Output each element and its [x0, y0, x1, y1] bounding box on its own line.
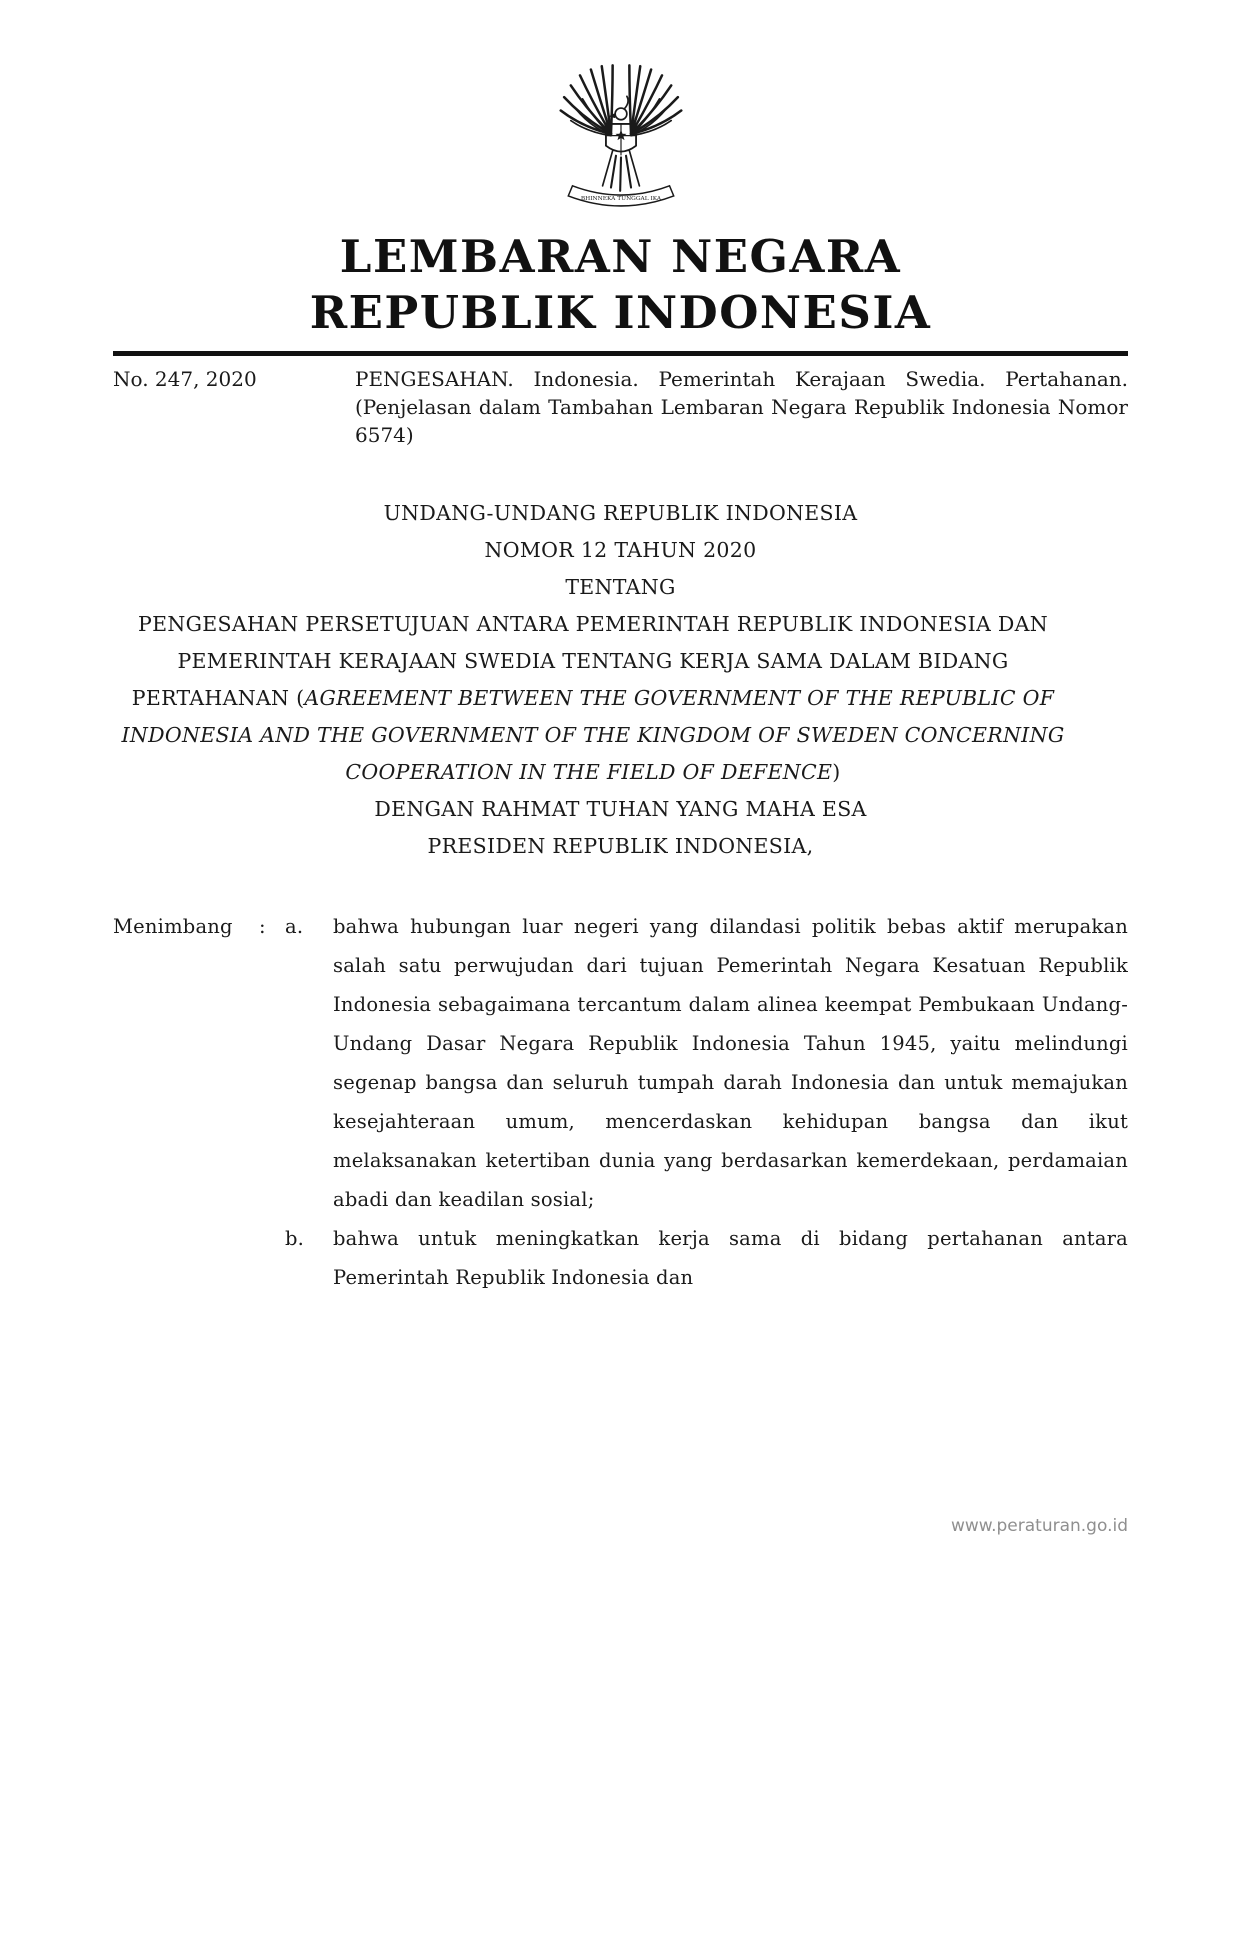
considerations-separator-spacer: [259, 1219, 285, 1297]
masthead-title-line2: REPUBLIK INDONESIA: [309, 286, 932, 340]
law-title-indonesian: PENGESAHAN PERSETUJUAN ANTARA PEMERINTAH REPUBLIK INDONESIA DAN PEMERINTAH KERAJAAN SWEDIA TENTANG KERJA SAMA DALAM BIDANG PERTAHANAN (: [131, 611, 1048, 710]
considerations-label: Menimbang: [113, 914, 233, 938]
considerations-separator: :: [259, 914, 266, 938]
emblem-motto-text: BHINNEKA TUNGGAL IKA: [580, 196, 661, 203]
law-heading-line1: UNDANG-UNDANG REPUBLIK INDONESIA: [383, 500, 858, 525]
invocation-line: DENGAN RAHMAT TUHAN YANG MAHA ESA: [374, 796, 867, 821]
enacting-authority-line: PRESIDEN REPUBLIK INDONESIA,: [427, 833, 814, 858]
consideration-item-b-marker: b.: [285, 1226, 305, 1250]
law-heading-line3: TENTANG: [565, 574, 676, 599]
considerations-label-spacer: [113, 1219, 259, 1297]
masthead-title-line1: LEMBARAN NEGARA: [339, 230, 902, 283]
consideration-item-a-marker: a.: [285, 914, 304, 938]
law-title-close-paren: ): [832, 759, 841, 784]
subject-abstract: PENGESAHAN. Indonesia. Pemerintah Kerajaan Swedia. Pertahanan. (Penjelasan dalam Tambahan Lembaran Negara Republik Indonesia Nomor 6574): [355, 366, 1128, 447]
law-heading-block: [113, 495, 1128, 865]
footer-website-link[interactable]: www.peraturan.go.id: [950, 1516, 1128, 1536]
garuda-pancasila-emblem: [113, 62, 1128, 221]
consideration-item-a-text: bahwa hubungan luar negeri yang dilandasi politik bebas aktif merupakan salah satu perwujudan dari tujuan Pemerintah Negara Kesatuan Republik Indonesia sebagaimana tercantum dalam alinea keempat Pembukaan Undang-Undang Dasar Negara Republik Indonesia Tahun 1945, yaitu melindungi segenap bangsa dan seluruh tumpah darah Indonesia dan untuk memajukan kesejahteraan umum, mencerdaskan kehidupan bangsa dan ikut melaksanakan ketertiban dunia yang berdasarkan kemerdekaan, perdamaian abadi dan keadilan sosial;: [333, 914, 1128, 1211]
gazette-header-row: [113, 365, 1128, 449]
law-title: [113, 606, 1073, 791]
garuda-emblem-icon: [554, 62, 688, 221]
masthead: [113, 229, 1128, 342]
masthead-divider: [113, 351, 1128, 356]
law-heading-line2: NOMOR 12 TAHUN 2020: [484, 537, 757, 562]
consideration-item-b-text: bahwa untuk meningkatkan kerja sama di bidang pertahanan antara Pemerintah Republik Indonesia dan: [333, 1226, 1128, 1289]
issue-number: No. 247, 2020: [113, 366, 257, 391]
considerations-section: [113, 907, 1128, 1297]
law-title-english-italic: AGREEMENT BETWEEN THE GOVERNMENT OF THE REPUBLIC OF INDONESIA AND THE GOVERNMENT OF THE KINGDOM OF SWEDEN CONCERNING COOPERATION IN THE FIELD OF DEFENCE: [121, 685, 1065, 784]
